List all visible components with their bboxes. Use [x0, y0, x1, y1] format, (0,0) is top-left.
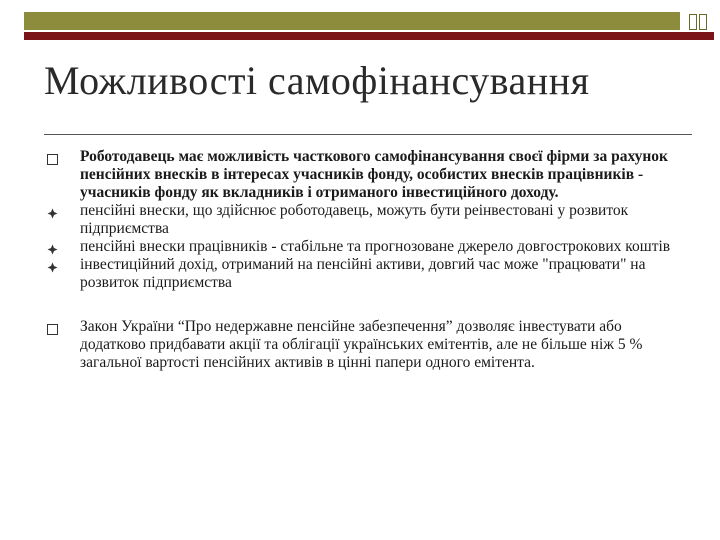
slide-title: Можливості самофінансування	[44, 58, 590, 103]
list-item-text: Закон України “Про недержавне пенсійне забезпечення” дозволяє інвестувати або додатково придбавати акції та облігації українських емітентів, але не більше ніж 5 % загальної вартості пенсійних активів в цінні папери одного емітента.	[80, 318, 643, 371]
list-item-employer-self-financing	[0, 148, 720, 202]
diamond-bullet-icon	[46, 261, 58, 273]
square-bullet-icon	[46, 153, 58, 165]
title-divider	[44, 134, 692, 135]
diamond-bullet-icon	[46, 207, 58, 219]
square-bullet-icon	[46, 323, 58, 335]
list-item-text: інвестиційний дохід, отриманий на пенсійні активи, довгий час може "працювати" на розвиток підприємства	[80, 256, 646, 291]
list-item-text: пенсійні внески працівників - стабільне та прогнозоване джерело довгострокових коштів	[80, 238, 671, 255]
corner-box-left	[689, 14, 697, 30]
list-item-investment-income	[0, 256, 720, 292]
list-spacer	[0, 292, 720, 318]
corner-box-right	[699, 14, 707, 30]
list-item-text: пенсійні внески, що здійснює роботодавець, можуть бути реінвестовані у розвиток підприємства	[80, 202, 629, 237]
list-item-text: Роботодавець має можливість часткового самофінансування своєї фірми за рахунок пенсійних внесків в інтересах учасників фонду, особистих внесків працівників - учасників фонду як вкладників і отриманого інвестиційного доходу.	[80, 148, 668, 201]
header-band-red	[24, 32, 714, 40]
list-item-employee-contributions	[0, 238, 720, 256]
list-item-law-note	[0, 318, 720, 372]
list-item-employer-contributions	[0, 202, 720, 238]
diamond-bullet-icon	[46, 243, 58, 255]
header-band-olive	[24, 12, 680, 30]
bullet-list	[0, 148, 720, 372]
